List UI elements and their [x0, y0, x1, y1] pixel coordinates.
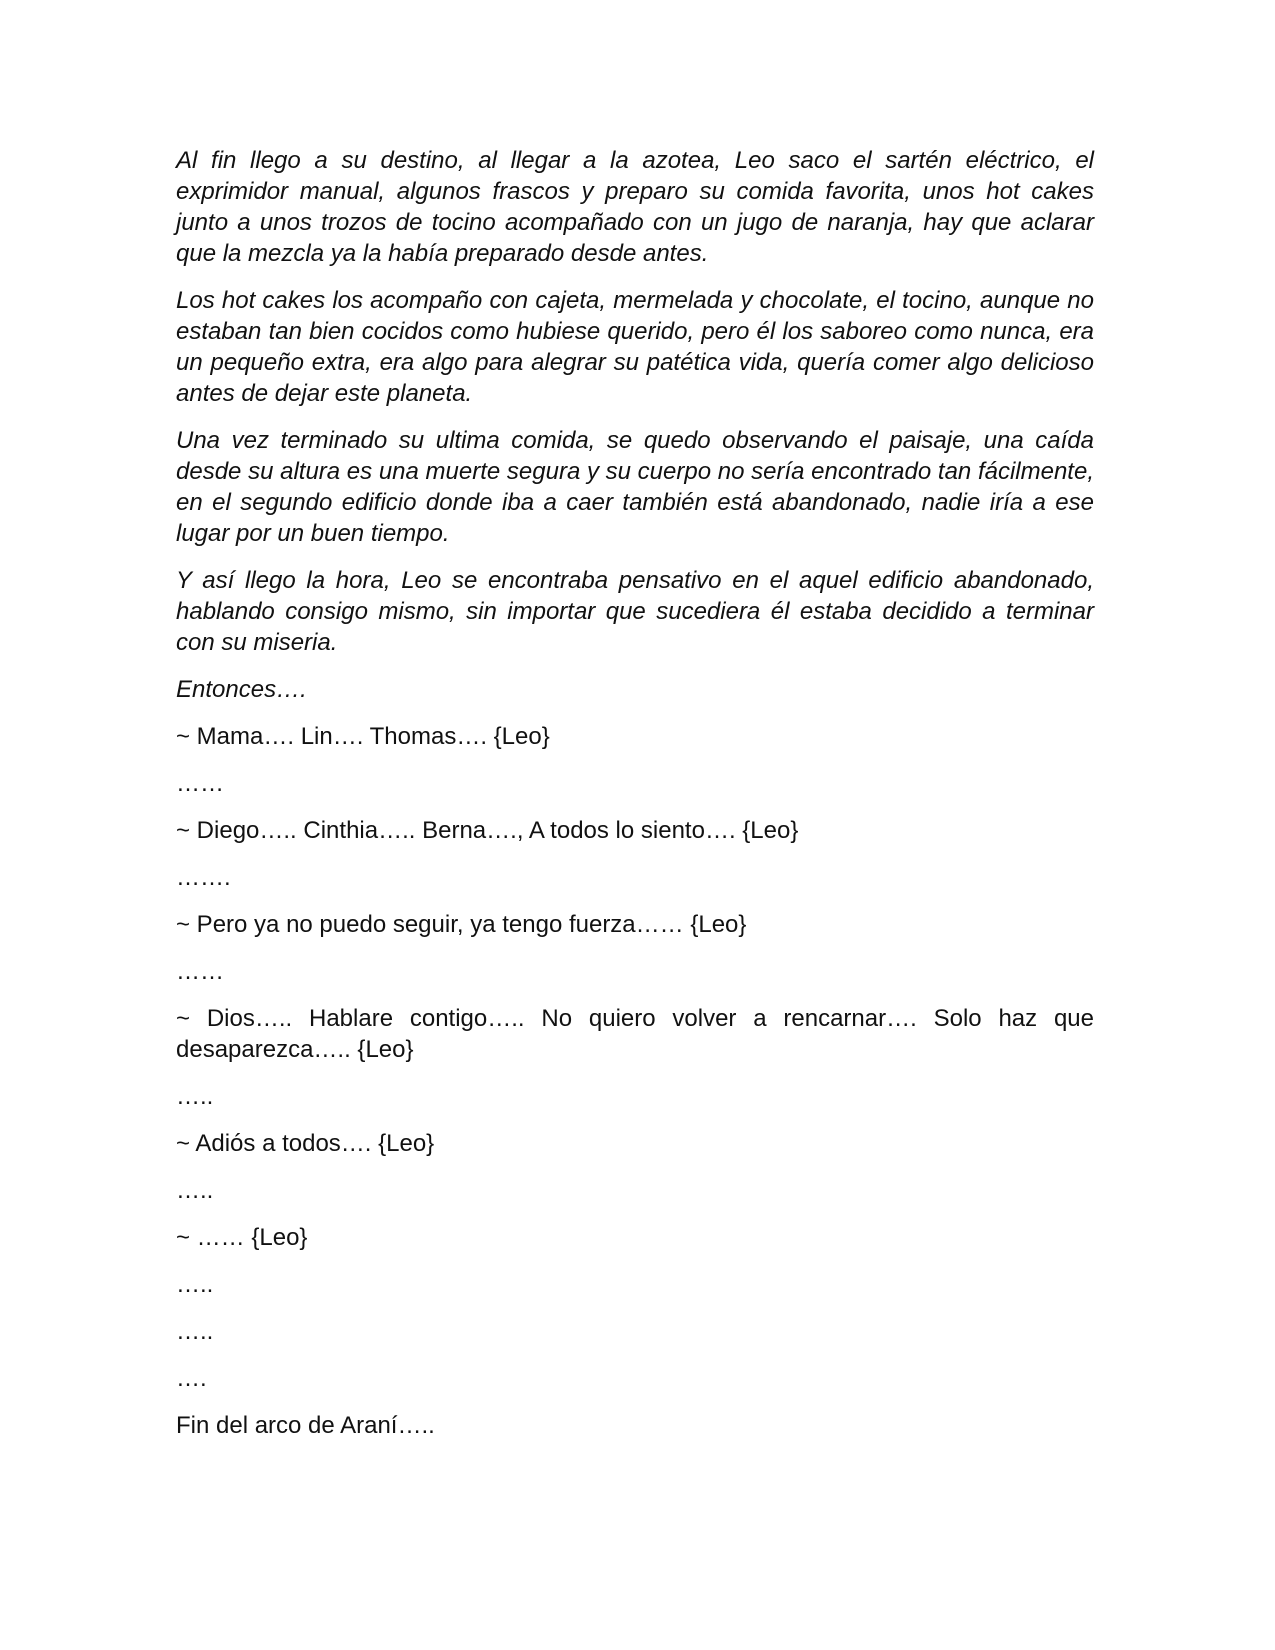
ellipsis-line: …..	[176, 1271, 214, 1298]
paragraph-the-hour: Y así llego la hora, Leo se encontraba pensativo en el aquel edificio abandonado, hablando consigo mismo, sin importar que sucediera él estaba decidido a terminar con su miseria.	[176, 567, 1094, 656]
dialogue-line: ~ Adiós a todos…. {Leo}	[176, 1130, 435, 1157]
ellipsis-line: ….	[176, 1365, 207, 1392]
ellipsis-line: ……	[176, 770, 224, 797]
paragraph-entonces: Entonces….	[176, 676, 307, 703]
paragraph-rooftop-breakfast: Al fin llego a su destino, al llegar a la azotea, Leo saco el sartén eléctrico, el exprimidor manual, algunos frascos y preparo su comida favorita, unos hot cakes junto a unos trozos de tocino acompañado con un jugo de naranja, hay que aclarar que la mezcla ya la había preparado desde antes.	[176, 147, 1094, 267]
dialogue-line: ~ Mama…. Lin…. Thomas…. {Leo}	[176, 723, 550, 750]
dialogue-line: ~ …… {Leo}	[176, 1224, 308, 1251]
ellipsis-line: ……	[176, 958, 224, 985]
paragraph-toppings: Los hot cakes los acompaño con cajeta, mermelada y chocolate, el tocino, aunque no estaban tan bien cocidos como hubiese querido, pero él los saboreo como nunca, era un pequeño extra, era algo para alegrar su patética vida, quería comer algo delicioso antes de dejar este planeta.	[176, 287, 1094, 407]
dialogue-line: ~ Diego….. Cinthia….. Berna…., A todos lo siento…. {Leo}	[176, 817, 799, 844]
ellipsis-line: …..	[176, 1083, 214, 1110]
arc-ending-line: Fin del arco de Araní…..	[176, 1412, 435, 1439]
dialogue-line: ~ Dios….. Hablare contigo….. No quiero volver a rencarnar…. Solo haz que desaparezca….. {Leo}	[176, 1005, 1094, 1063]
ellipsis-line: …….	[176, 864, 231, 891]
ellipsis-line: …..	[176, 1177, 214, 1204]
ellipsis-line: …..	[176, 1318, 214, 1345]
document-page	[176, 145, 1094, 1441]
paragraph-landscape: Una vez terminado su ultima comida, se quedo observando el paisaje, una caída desde su altura es una muerte segura y su cuerpo no sería encontrado tan fácilmente, en el segundo edificio donde iba a caer también está abandonado, nadie iría a ese lugar por un buen tiempo.	[176, 427, 1094, 547]
dialogue-line: ~ Pero ya no puedo seguir, ya tengo fuerza…… {Leo}	[176, 911, 747, 938]
